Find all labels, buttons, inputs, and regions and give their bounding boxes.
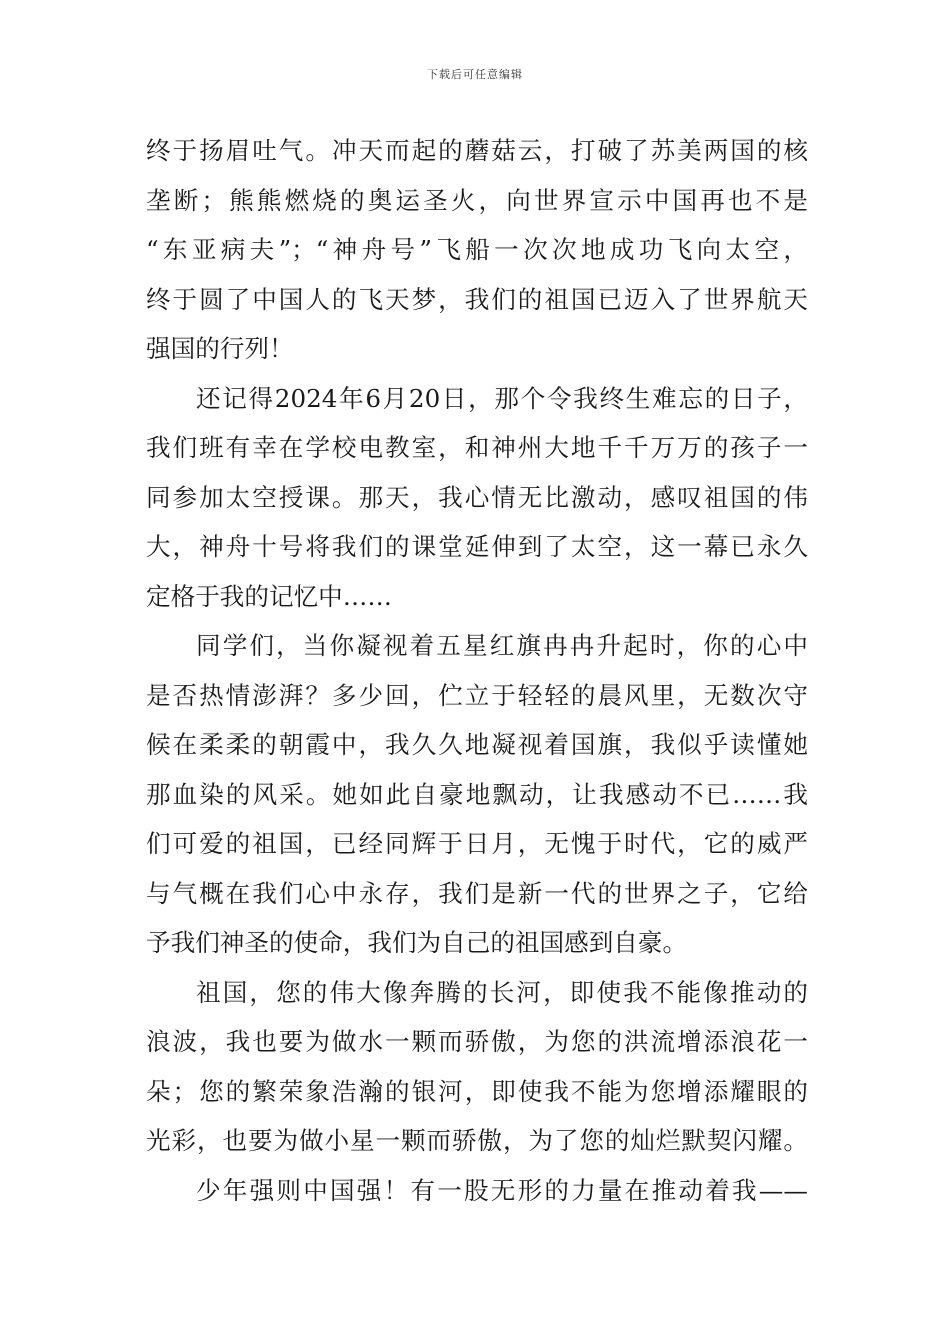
text-line: 同参加太空授课。那天，我心情无比激动，感叹祖国的伟 xyxy=(146,482,808,512)
text-line: 候在柔柔的朝霞中，我久久地凝视着国旗，我似乎读懂她 xyxy=(146,730,808,759)
text-line: 光彩，也要为做小星一颗而骄傲，为了您的灿烂默契闪耀。 xyxy=(146,1126,808,1155)
text-line: 是否热情澎湃？多少回，伫立于轻轻的晨风里，无数次守 xyxy=(146,680,808,710)
text-line: 们可爱的祖国，已经同辉于日月，无愧于时代，它的威严 xyxy=(146,829,808,858)
text-line: 定格于我的记忆中…… xyxy=(146,581,392,611)
paragraph-start-line: 少年强则中国强！有一股无形的力量在推动着我—— xyxy=(196,1175,808,1205)
paragraph-start-line: 还记得2024年6月20日，那个令我终生难忘的日子， xyxy=(196,383,808,413)
document-body xyxy=(146,126,808,1215)
text-line: “东亚病夫”；“神舟号”飞船一次次地成功飞向太空， xyxy=(146,235,808,264)
text-line: 与气概在我们心中永存，我们是新一代的世界之子，它给 xyxy=(146,878,808,908)
header-note: 下载后可任意编辑 xyxy=(427,68,523,81)
text-line: 终于圆了中国人的飞天梦，我们的祖国已迈入了世界航天 xyxy=(146,284,808,314)
text-line: 强国的行列！ xyxy=(146,334,294,363)
paragraph-start-line: 同学们，当你凝视着五星红旗冉冉升起时，你的心中 xyxy=(196,631,808,660)
text-line: 我们班有幸在学校电教室，和神州大地千千万万的孩子一 xyxy=(146,433,808,462)
text-line: 予我们神圣的使命，我们为自己的祖国感到自豪。 xyxy=(146,928,688,957)
text-line: 终于扬眉吐气。冲天而起的蘑菇云，打破了苏美两国的核 xyxy=(146,136,808,165)
text-line: 垄断；熊熊燃烧的奥运圣火，向世界宣示中国再也不是 xyxy=(146,185,808,215)
text-line: 朵；您的繁荣象浩瀚的银河，即使我不能为您增添耀眼的 xyxy=(146,1076,808,1106)
paragraph-start-line: 祖国，您的伟大像奔腾的长河，即使我不能像推动的 xyxy=(196,977,808,1007)
text-line: 大，神舟十号将我们的课堂延伸到了太空，这一幕已永久 xyxy=(146,532,808,561)
text-line: 那血染的风采。她如此自豪地飘动，让我感动不已……我 xyxy=(146,779,808,809)
text-line: 浪波，我也要为做水一颗而骄傲，为您的洪流增添浪花一 xyxy=(146,1027,808,1056)
